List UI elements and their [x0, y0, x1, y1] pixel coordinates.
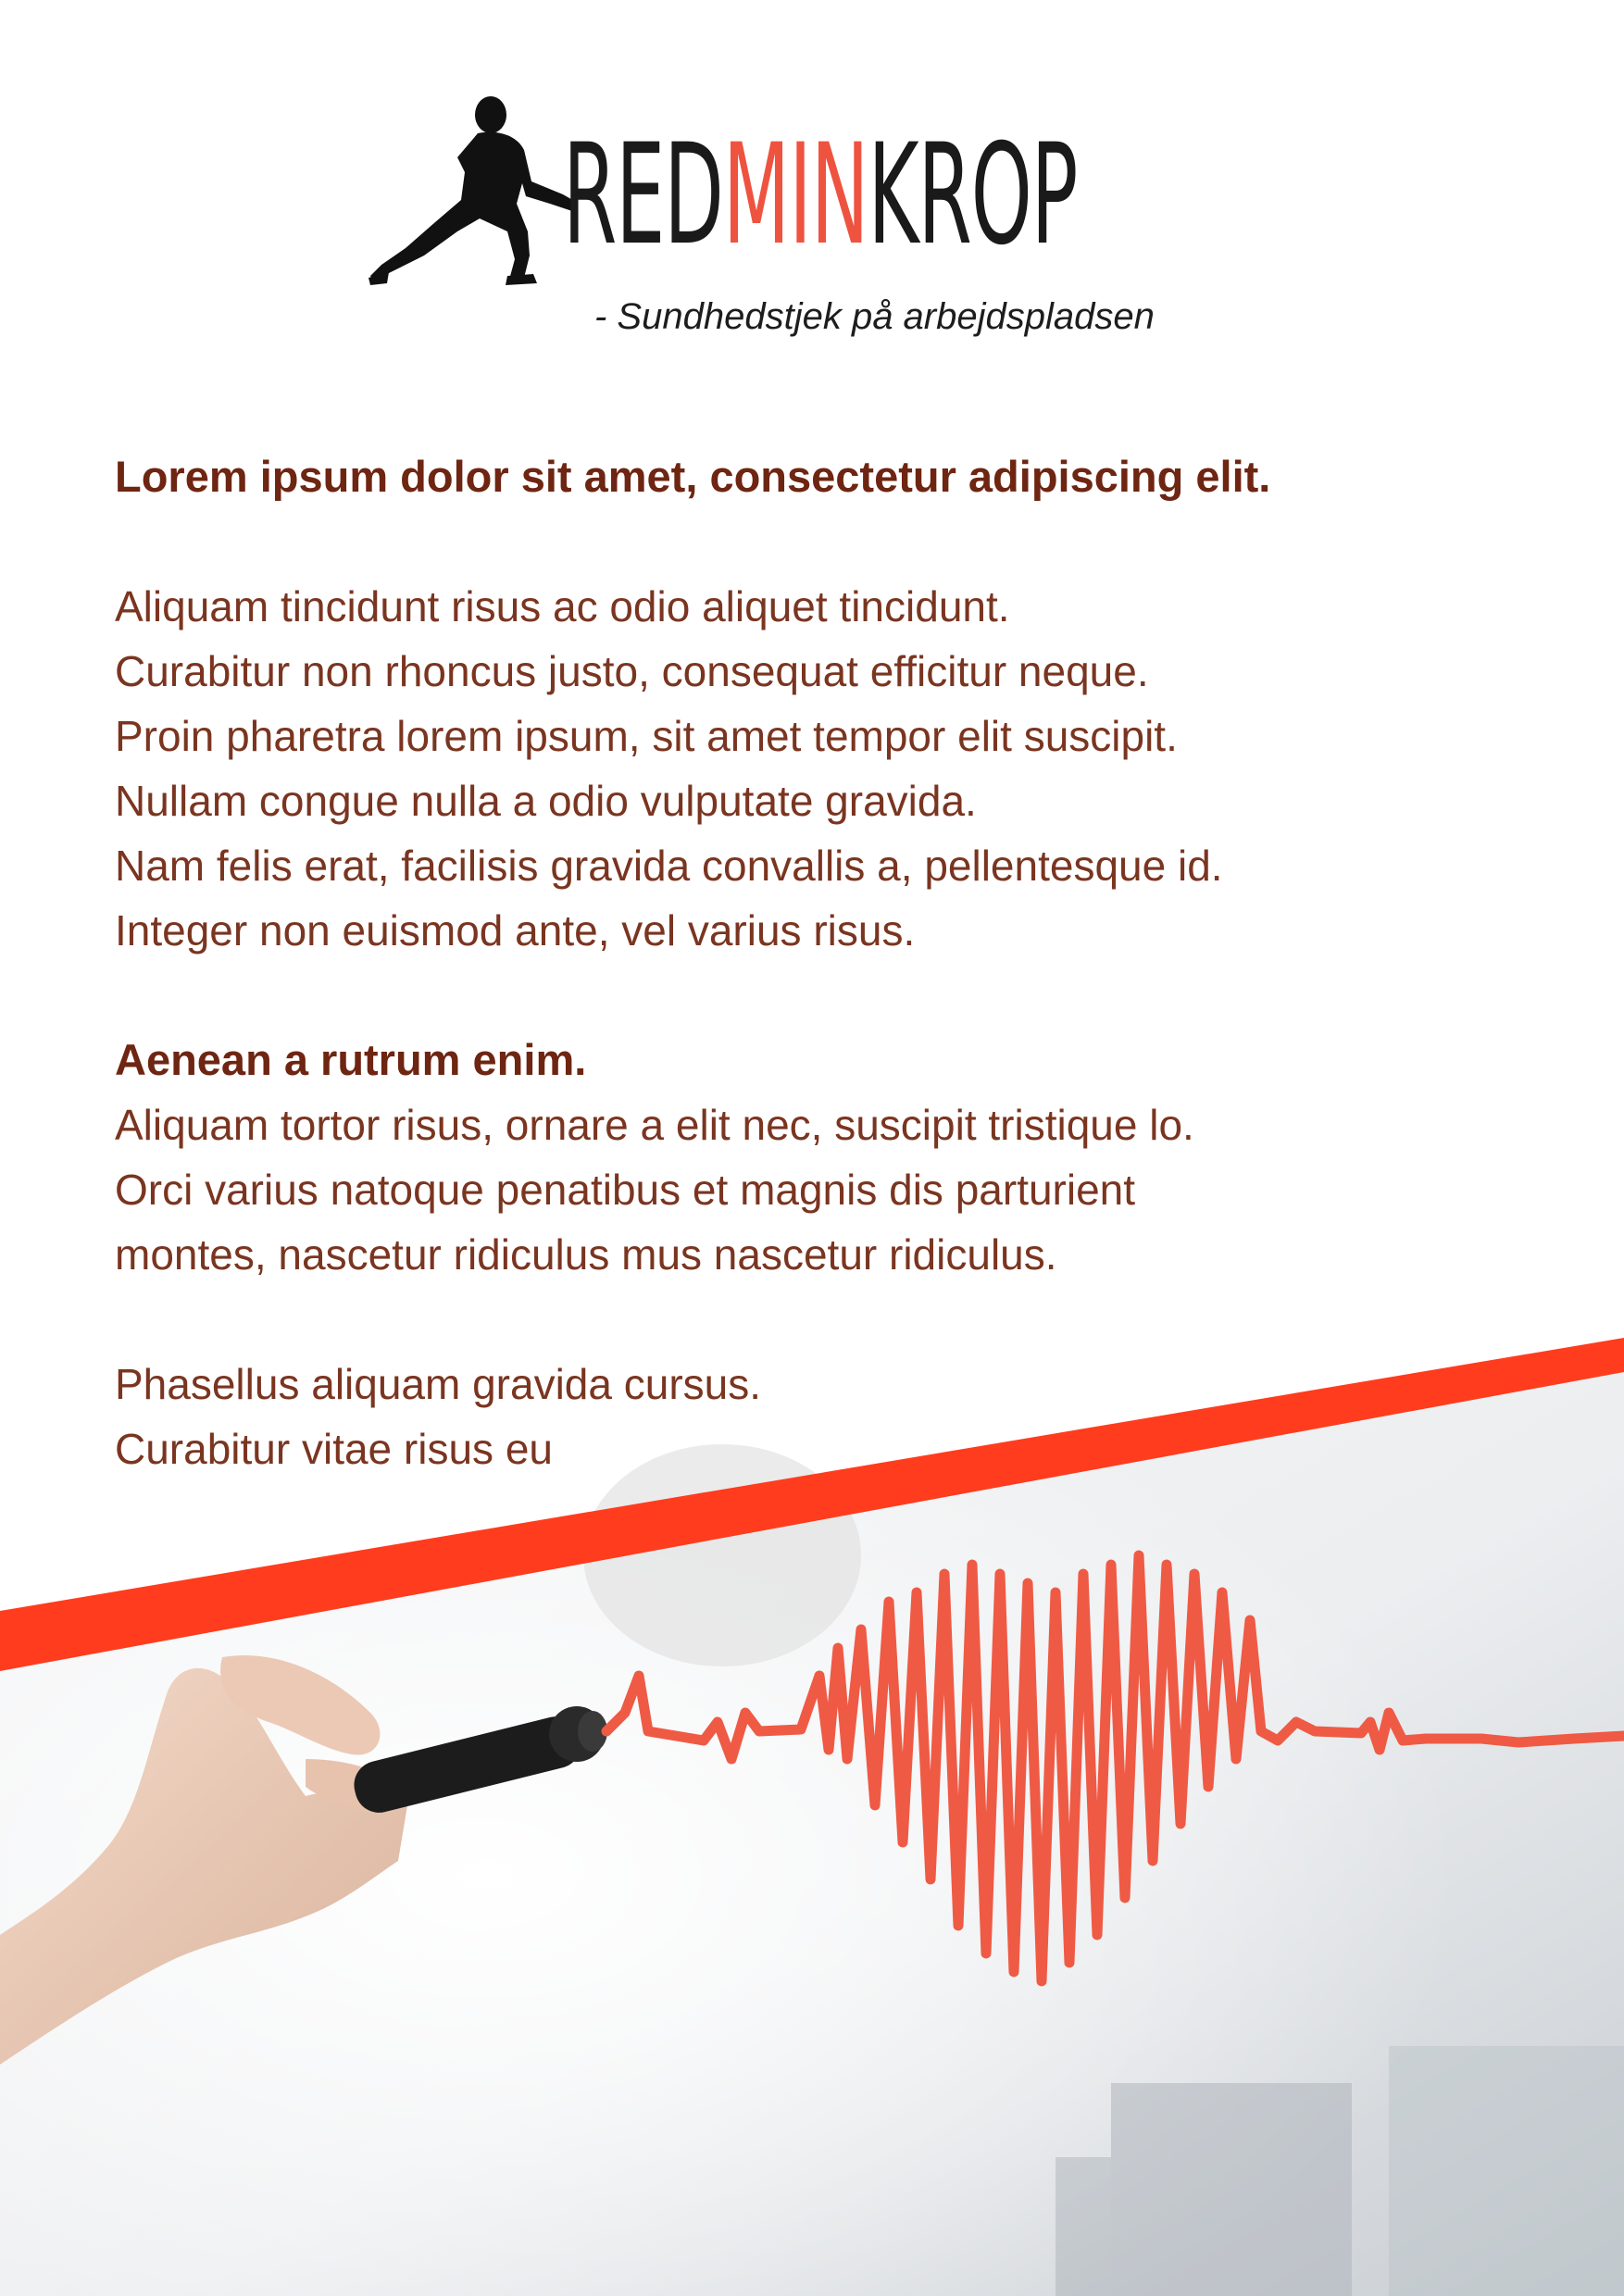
paragraph-3-line: Curabitur vitae risus eu: [115, 1425, 553, 1473]
paragraph-2-line: Aliquam tortor risus, ornare a elit nec, suscipit tristique lo.: [115, 1101, 1194, 1149]
brand-part-krop: KROP: [868, 115, 1078, 276]
stretching-figure-icon: [369, 93, 577, 287]
brand-wordmark: [563, 115, 1078, 276]
brand-part-red: RED: [563, 115, 723, 276]
brand-logo: [369, 93, 1257, 287]
paragraph-1-line: Nam felis erat, facilisis gravida convallis a, pellentesque id.: [115, 842, 1223, 890]
paragraph-2-line: montes, nascetur ridiculus mus nascetur ridiculus.: [115, 1230, 1057, 1279]
paragraph-2-line: Orci varius natoque penatibus et magnis dis parturient: [115, 1166, 1136, 1214]
heading-1: Lorem ipsum dolor sit amet, consectetur adipiscing elit.: [115, 452, 1271, 501]
paragraph-1-line: Proin pharetra lorem ipsum, sit amet tempor elit suscipit.: [115, 712, 1178, 760]
brand-tagline: - Sundhedstjek på arbejdspladsen: [594, 296, 1155, 337]
heartbeat-illustration: [0, 1324, 1624, 2296]
paragraph-1-line: Nullam congue nulla a odio vulputate gravida.: [115, 777, 977, 825]
paragraph-1-line: Integer non euismod ante, vel varius risus.: [115, 906, 916, 955]
heading-2: Aenean a rutrum enim.: [115, 1035, 587, 1084]
paragraph-1-line: Curabitur non rhoncus justo, consequat efficitur neque.: [115, 647, 1149, 695]
paragraph-3-line: Phasellus aliquam gravida cursus.: [115, 1360, 762, 1408]
paragraph-1-line: Aliquam tincidunt risus ac odio aliquet tincidunt.: [115, 582, 1010, 630]
brand-part-min: MIN: [722, 115, 868, 276]
